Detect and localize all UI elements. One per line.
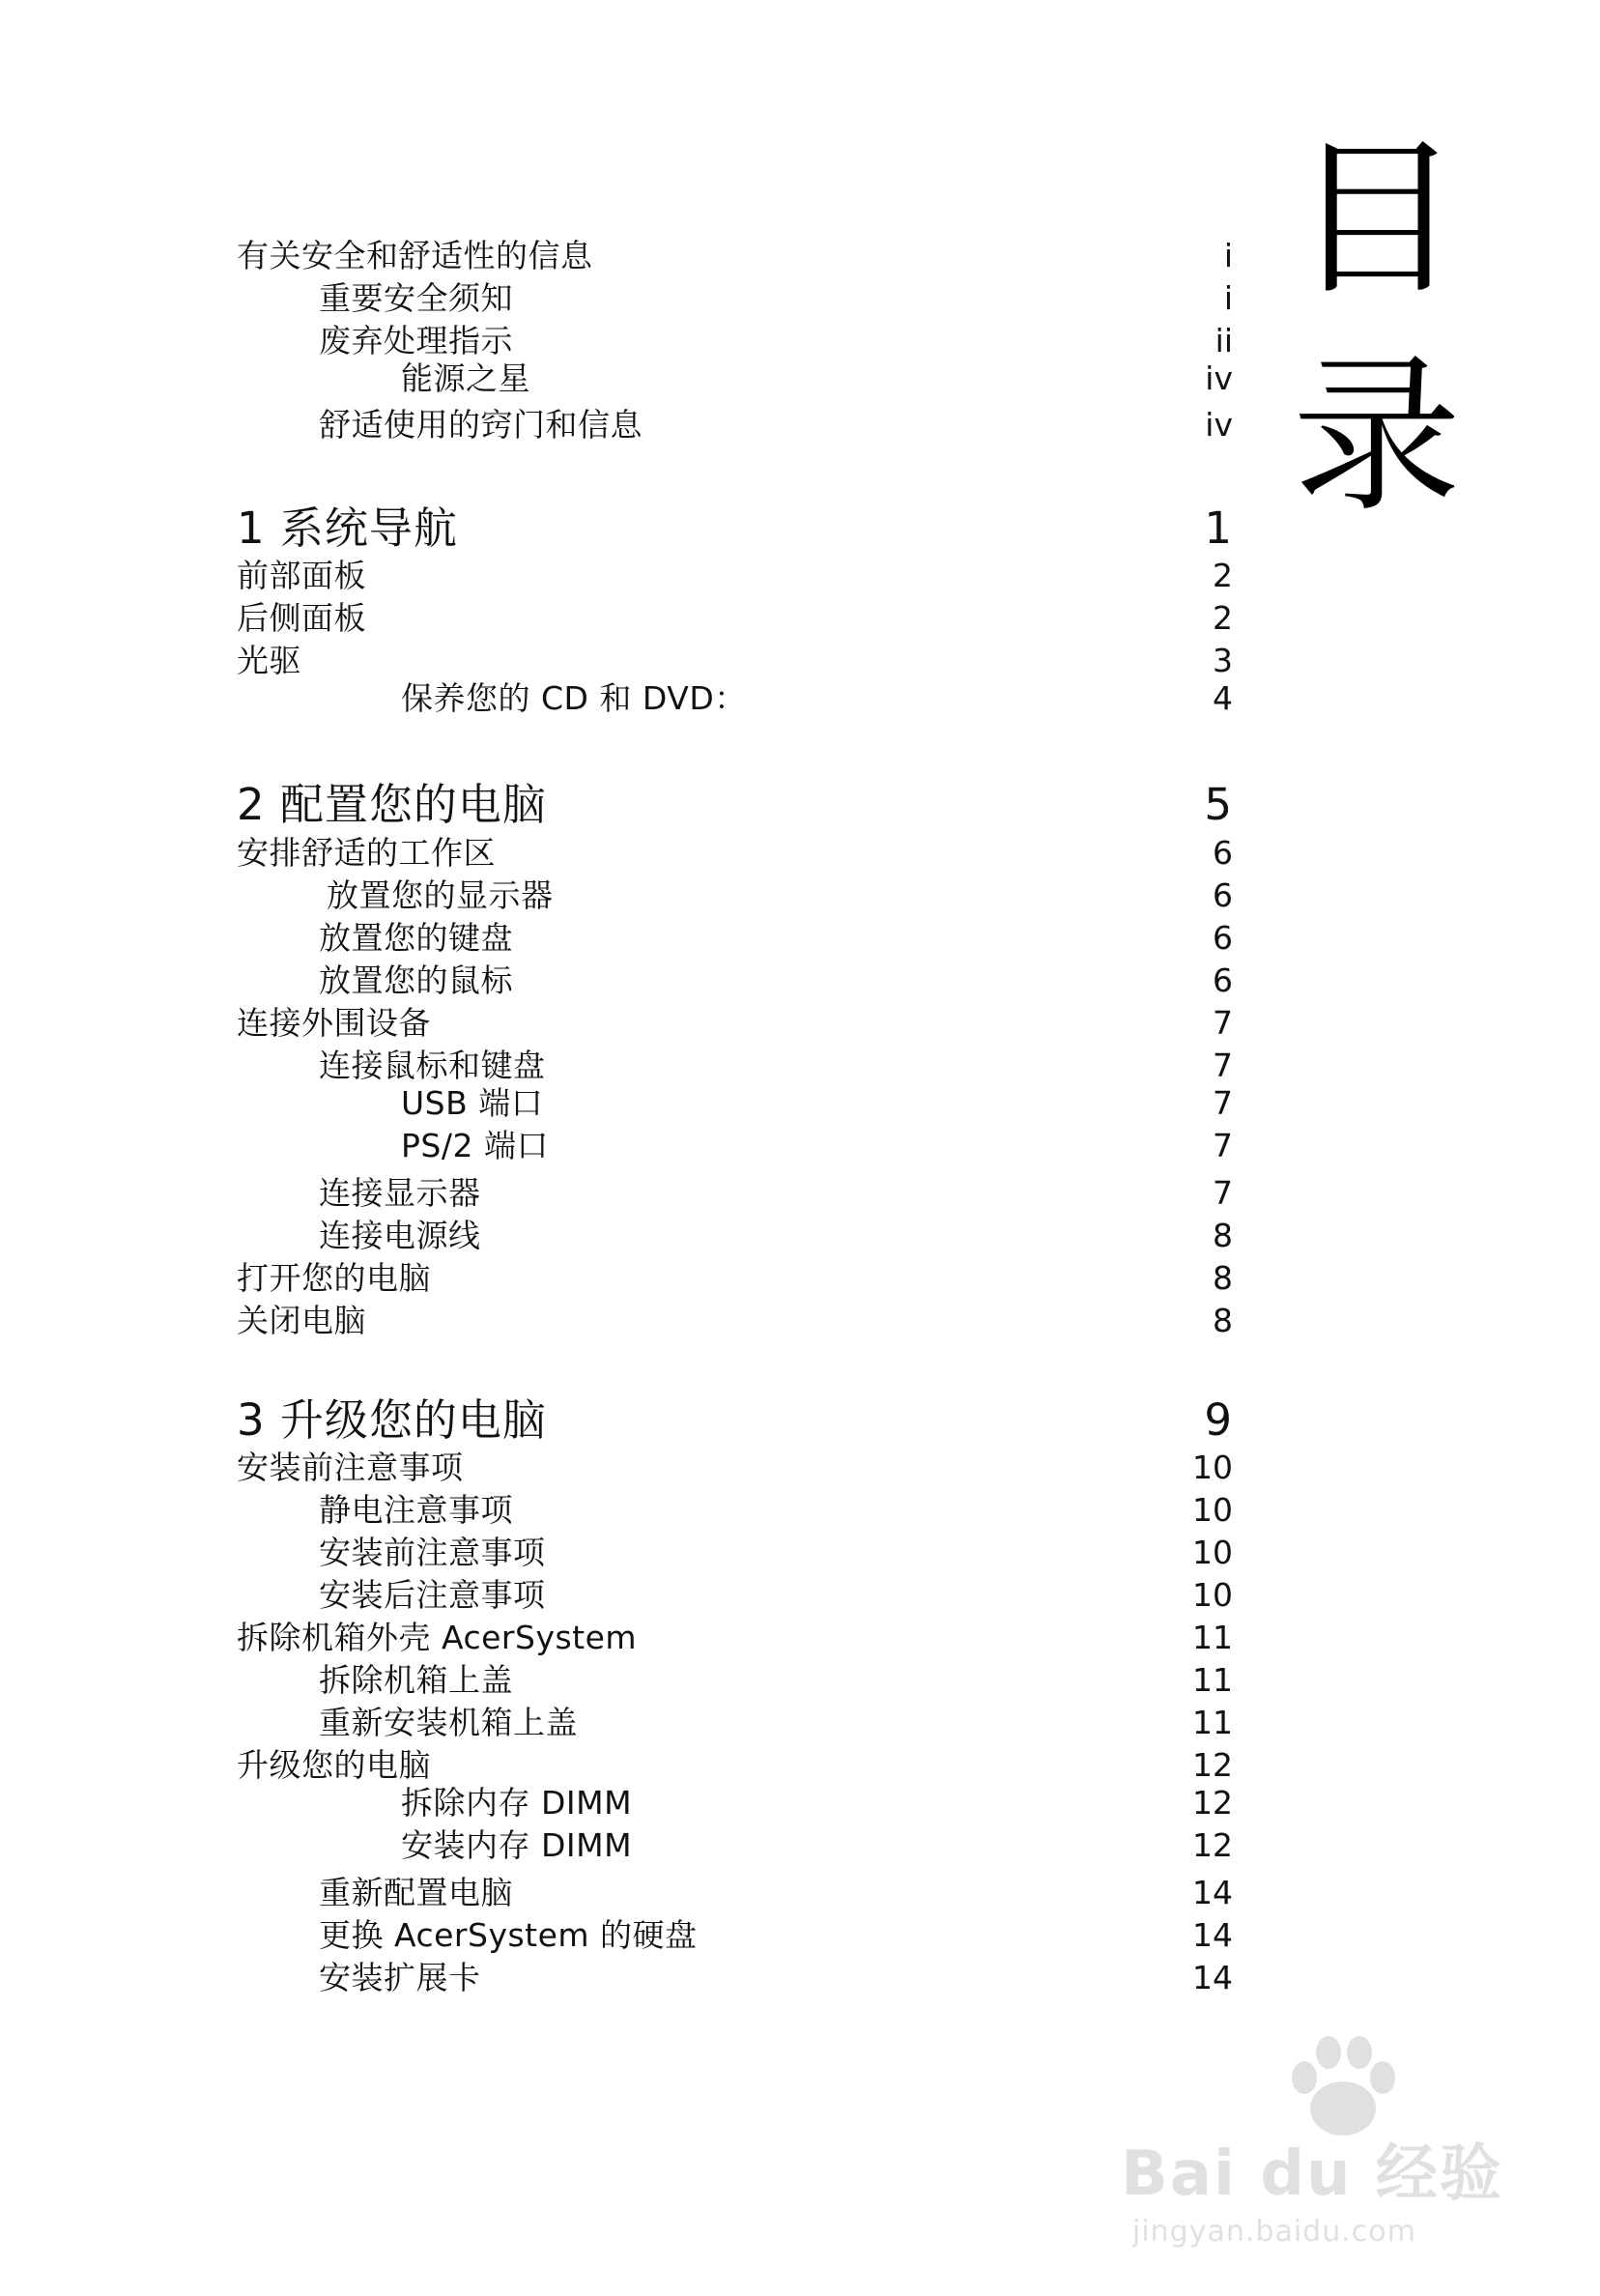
- toc-entry-label: 安装前注意事项: [237, 1449, 464, 1486]
- toc-entry-reconfigure[interactable]: [0, 1872, 1600, 1914]
- toc-entry-power-on[interactable]: [0, 1257, 1600, 1300]
- toc-entry-label: 安装内存 DIMM: [401, 1826, 633, 1864]
- toc-entry-power-cord[interactable]: [0, 1215, 1600, 1257]
- baidu-jingyan-watermark: [1121, 2029, 1546, 2261]
- toc-entry-label: 拆除内存 DIMM: [401, 1784, 633, 1822]
- toc-entry-label: 后侧面板: [237, 599, 366, 637]
- toc-entry-label: 放置您的显示器: [327, 876, 554, 914]
- toc-entry-label: 打开您的电脑: [237, 1259, 431, 1297]
- toc-entry-page: 12: [1192, 1826, 1233, 1864]
- toc-entry-label: 重新配置电脑: [319, 1874, 513, 1911]
- toc-entry-mouse-placement[interactable]: [0, 960, 1600, 1002]
- toc-entry-page: iv: [1205, 406, 1233, 444]
- toc-entry-page: 7: [1213, 1047, 1233, 1084]
- toc-entry-workspace[interactable]: [0, 832, 1600, 875]
- toc-entry-label: 升级您的电脑: [237, 1746, 431, 1784]
- toc-entry-page: 14: [1192, 1874, 1233, 1911]
- side-title-char-2: 录: [1292, 339, 1462, 535]
- toc-entry-label: 静电注意事项: [319, 1491, 513, 1529]
- toc-entry-comfort-tips[interactable]: [0, 404, 1600, 446]
- toc-chapter-1[interactable]: [0, 500, 1600, 558]
- toc-entry-label: 安排舒适的工作区: [237, 834, 496, 872]
- toc-entry-page: 10: [1192, 1491, 1233, 1529]
- toc-entry-label: 放置您的键盘: [319, 919, 513, 957]
- toc-entry-page: 14: [1192, 1916, 1233, 1954]
- toc-entry-page: 11: [1192, 1619, 1233, 1656]
- toc-entry-energy-star[interactable]: [0, 358, 1600, 400]
- toc-entry-front-panel[interactable]: [0, 555, 1600, 597]
- toc-entry-label: 有关安全和舒适性的信息: [237, 237, 593, 274]
- toc-entry-page: 11: [1192, 1704, 1233, 1741]
- toc-entry-label: PS/2 端口: [401, 1127, 549, 1164]
- side-title-char-1: 目: [1292, 122, 1462, 318]
- toc-entry-usb-port[interactable]: [0, 1082, 1600, 1125]
- toc-entry-label: 连接显示器: [319, 1174, 481, 1212]
- toc-entry-label: 安装后注意事项: [319, 1576, 546, 1614]
- toc-entry-page: 4: [1213, 679, 1233, 717]
- toc-entry-page: 7: [1213, 1084, 1233, 1122]
- toc-entry-label: 关闭电脑: [237, 1302, 366, 1339]
- toc-entry-label: 连接电源线: [319, 1217, 481, 1254]
- toc-entry-page: ii: [1214, 322, 1233, 359]
- toc-entry-safety-info[interactable]: [0, 235, 1600, 277]
- toc-entry-label: 更换 AcerSystem 的硬盘: [319, 1916, 698, 1954]
- toc-entry-label: USB 端口: [401, 1084, 544, 1122]
- toc-entry-page: 10: [1192, 1576, 1233, 1614]
- toc-chapter-3[interactable]: [0, 1392, 1600, 1449]
- toc-chapter-page: 9: [1204, 1394, 1233, 1446]
- watermark-brand: Bai du 经验: [1121, 2138, 1503, 2210]
- toc-entry-optical-drive[interactable]: [0, 640, 1600, 682]
- watermark-url: jingyan.baidu.com: [1132, 2215, 1416, 2249]
- toc-chapter-label: 2 配置您的电脑: [237, 779, 547, 830]
- toc-entry-pre-install[interactable]: [0, 1447, 1600, 1489]
- toc-entry-rear-panel[interactable]: [0, 597, 1600, 640]
- toc-entry-label: 重要安全须知: [319, 279, 513, 317]
- toc-entry-page: 10: [1192, 1449, 1233, 1486]
- toc-entry-post-install[interactable]: [0, 1574, 1600, 1617]
- toc-entry-ps2-port[interactable]: [0, 1125, 1600, 1167]
- toc-entry-label: 安装扩展卡: [319, 1959, 481, 1996]
- toc-entry-label: 光驱: [237, 642, 301, 679]
- toc-entry-label: 拆除机箱外壳 AcerSystem: [237, 1619, 638, 1656]
- toc-entry-label: 保养您的 CD 和 DVD：: [401, 679, 747, 717]
- toc-entry-page: 14: [1192, 1959, 1233, 1996]
- toc-entry-pre-install-sub[interactable]: [0, 1532, 1600, 1574]
- toc-entry-label: 拆除机箱上盖: [319, 1661, 513, 1699]
- toc-entry-shutdown[interactable]: [0, 1300, 1600, 1342]
- toc-entry-page: 7: [1213, 1174, 1233, 1212]
- toc-entry-peripherals[interactable]: [0, 1002, 1600, 1045]
- toc-entry-cd-dvd-care[interactable]: [0, 677, 1600, 720]
- toc-entry-disposal[interactable]: [0, 320, 1600, 362]
- toc-entry-label: 能源之星: [401, 359, 530, 397]
- toc-chapter-label: 3 升级您的电脑: [237, 1394, 547, 1446]
- toc-entry-page: 11: [1192, 1661, 1233, 1699]
- toc-entry-page: 8: [1213, 1217, 1233, 1254]
- toc-chapter-page: 5: [1204, 779, 1233, 830]
- toc-entry-connect-monitor[interactable]: [0, 1172, 1600, 1215]
- toc-entry-label: 连接鼠标和键盘: [319, 1047, 546, 1084]
- paw-icon: [1275, 2029, 1411, 2145]
- toc-entry-page: 6: [1213, 834, 1233, 872]
- toc-chapter-label: 1 系统导航: [237, 502, 458, 554]
- toc-entry-upgrade-computer[interactable]: [0, 1744, 1600, 1787]
- toc-entry-page: 8: [1213, 1259, 1233, 1297]
- toc-entry-remove-housing[interactable]: [0, 1617, 1600, 1659]
- toc-entry-page: 6: [1213, 961, 1233, 999]
- toc-entry-page: 7: [1213, 1004, 1233, 1042]
- toc-entry-label: 舒适使用的窍门和信息: [319, 406, 643, 444]
- toc-entry-label: 重新安装机箱上盖: [319, 1704, 578, 1741]
- toc-entry-page: iv: [1205, 359, 1233, 397]
- toc-entry-page: 2: [1213, 557, 1233, 594]
- toc-entry-page: 12: [1192, 1746, 1233, 1784]
- toc-entry-page: 8: [1213, 1302, 1233, 1339]
- toc-chapter-2[interactable]: [0, 776, 1600, 834]
- toc-entry-important-safety[interactable]: [0, 277, 1600, 320]
- toc-entry-label: 前部面板: [237, 557, 366, 594]
- toc-entry-page: 6: [1213, 876, 1233, 914]
- toc-entry-label: 放置您的鼠标: [319, 961, 513, 999]
- toc-entry-label: 废弃处理指示: [319, 322, 513, 359]
- toc-entry-page: 12: [1192, 1784, 1233, 1822]
- toc-entry-reinstall-cover[interactable]: [0, 1702, 1600, 1744]
- toc-entry-label: 连接外围设备: [237, 1004, 431, 1042]
- toc-entry-mouse-keyboard[interactable]: [0, 1045, 1600, 1087]
- toc-entry-expansion-card[interactable]: [0, 1957, 1600, 1999]
- toc-entry-replace-hdd[interactable]: [0, 1914, 1600, 1957]
- toc-entry-label: 安装前注意事项: [319, 1534, 546, 1571]
- toc-entry-page: 3: [1213, 642, 1233, 679]
- toc-entry-page: i: [1223, 237, 1233, 274]
- toc-entry-install-dimm[interactable]: [0, 1824, 1600, 1867]
- toc-entry-page: 7: [1213, 1127, 1233, 1164]
- toc-entry-page: i: [1223, 279, 1233, 317]
- toc-entry-remove-dimm[interactable]: [0, 1782, 1600, 1824]
- toc-entry-page: 2: [1213, 599, 1233, 637]
- toc-entry-monitor-placement[interactable]: [0, 875, 1600, 917]
- toc-entry-keyboard-placement[interactable]: [0, 917, 1600, 960]
- toc-entry-page: 10: [1192, 1534, 1233, 1571]
- toc-entry-esd[interactable]: [0, 1489, 1600, 1532]
- toc-chapter-page: 1: [1204, 502, 1233, 554]
- toc-entry-page: 6: [1213, 919, 1233, 957]
- toc-entry-remove-cover[interactable]: [0, 1659, 1600, 1702]
